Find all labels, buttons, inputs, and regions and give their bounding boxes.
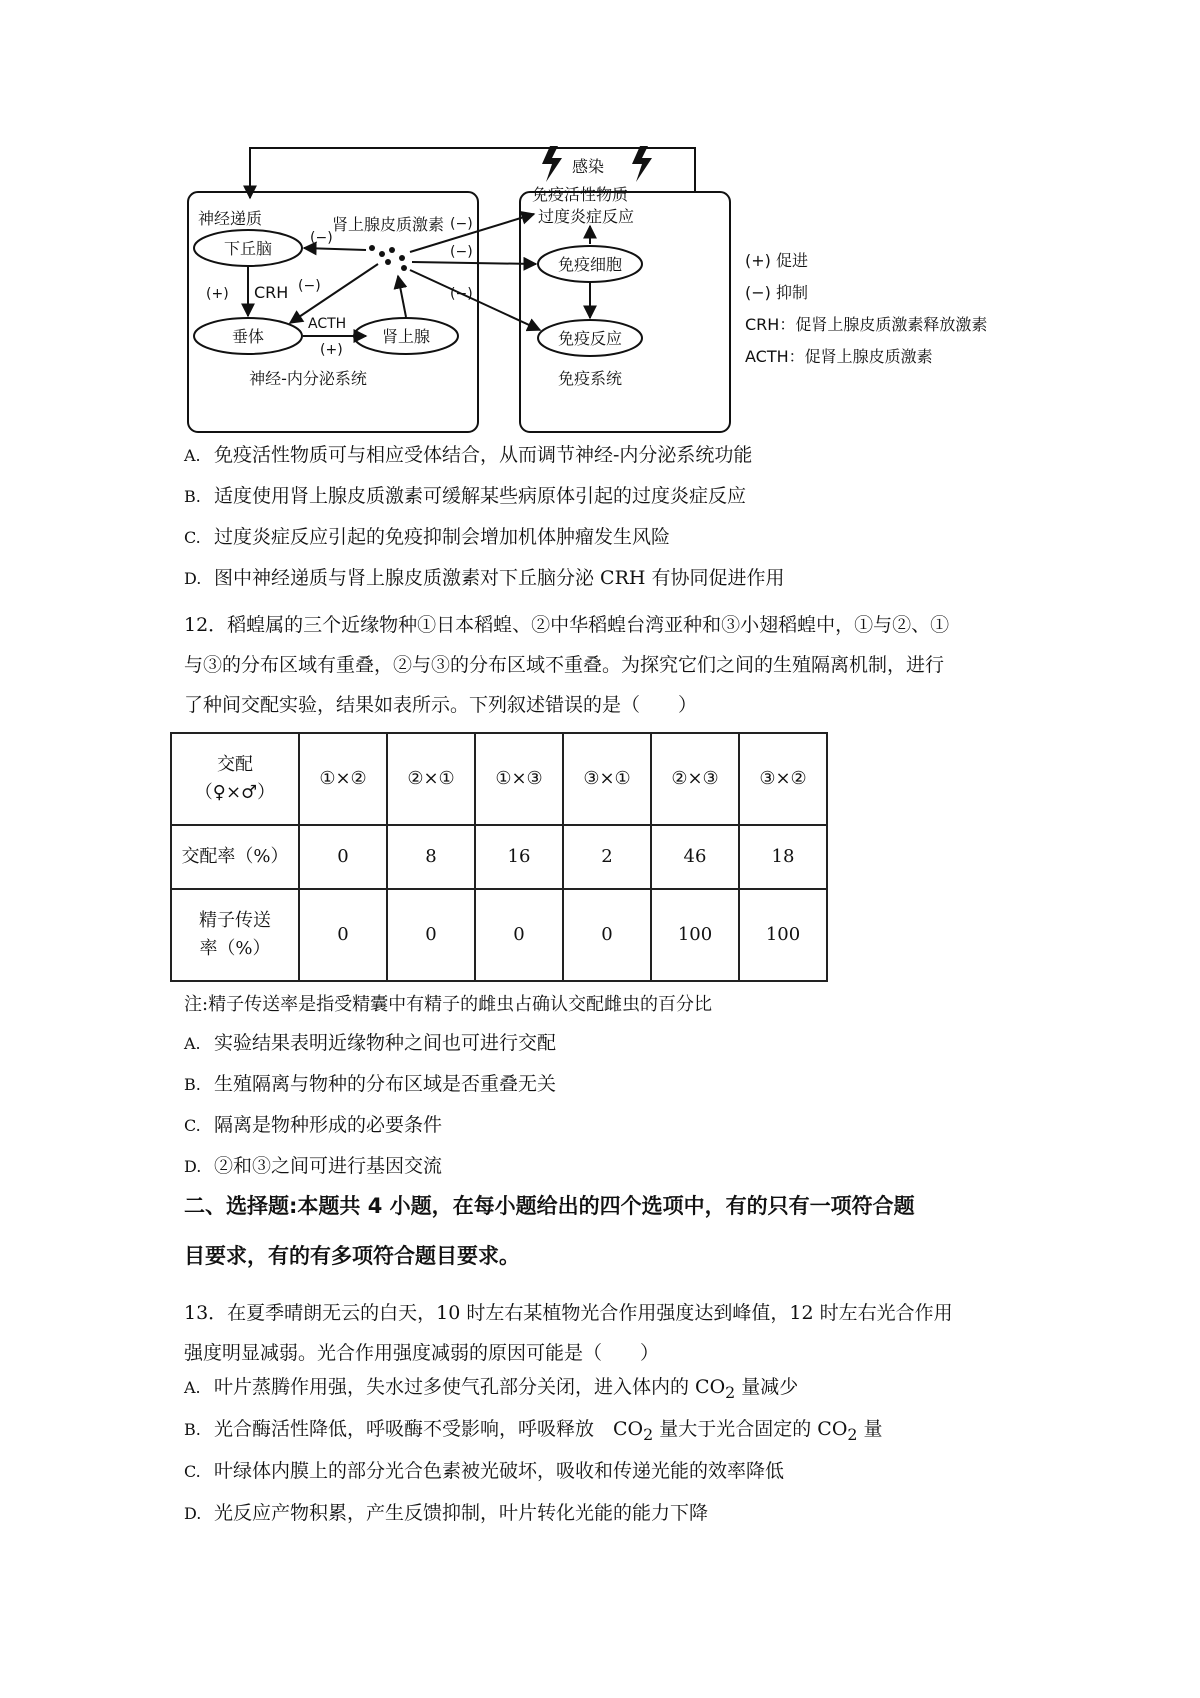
- q12-option-c: C. 隔离是物种形成的必要条件: [184, 1114, 443, 1136]
- q12-option-d: D. ②和③之间可进行基因交流: [184, 1155, 443, 1177]
- pituitary-label: 垂体: [231, 327, 265, 346]
- immune-system-label: 免疫系统: [557, 369, 623, 388]
- q13-option-b: B. 光合酶活性降低，呼吸酶不受影响，呼吸释放 $CO_2$ 量大于光合固定的 $CO_2$ 量: [184, 1418, 883, 1444]
- table-col-header: ②×①: [387, 733, 475, 825]
- inhibit-pituitary-label: (−): [298, 278, 321, 294]
- q12-option-b: B. 生殖隔离与物种的分布区域是否重叠无关: [184, 1073, 557, 1095]
- infection-label: 感染: [572, 157, 605, 176]
- adrenal-label: 肾上腺: [381, 327, 431, 346]
- table-cell: 0: [387, 889, 475, 981]
- q11-option-c: C. 过度炎症反应引起的免疫抑制会增加机体肿瘤发生风险: [184, 526, 671, 548]
- q12-line-2: 与③的分布区域有重叠，②与③的分布区域不重叠。为探究它们之间的生殖隔离机制，进行: [184, 654, 945, 676]
- mating-table: [170, 732, 828, 982]
- immune-system-box: [520, 192, 730, 432]
- q12-option-a: A. 实验结果表明近缘物种之间也可进行交配: [184, 1032, 557, 1054]
- immune-substance-label: 免疫活性物质: [532, 185, 629, 204]
- lightning-left-icon: [542, 146, 562, 182]
- q11-option-d: D. 图中神经递质与肾上腺皮质激素对下丘脑分泌 CRH 有协同促进作用: [184, 567, 785, 589]
- crh-label: CRH: [254, 283, 289, 302]
- immune-cells-label: 免疫细胞: [557, 255, 623, 274]
- q12-stem: [184, 605, 949, 725]
- q13-option-d: D. 光反应产物积累，产生反馈抑制，叶片转化光能的能力下降: [184, 1502, 709, 1524]
- section-2-heading: [184, 1184, 915, 1284]
- legend-acth: ACTH：促肾上腺皮质激素: [745, 347, 933, 366]
- table-col-header: ②×③: [651, 733, 739, 825]
- inhibit-response-label: (−): [450, 286, 473, 302]
- table-cell: 46: [651, 825, 739, 889]
- q11-option-a: A. 免疫活性物质可与相应受体结合，从而调节神经-内分泌系统功能: [184, 444, 753, 466]
- table-cell: 100: [651, 889, 739, 981]
- table-header-row: [171, 733, 827, 825]
- table-cell: 16: [475, 825, 563, 889]
- table-col-header: ①×③: [475, 733, 563, 825]
- acth-label: ACTH: [308, 316, 347, 332]
- table-cell: 0: [299, 889, 387, 981]
- q13-option-a: A. 叶片蒸腾作用强，失水过多使气孔部分关闭，进入体内的 $CO_2$ 量减少: [184, 1376, 799, 1402]
- q13-option-c: C. 叶绿体内膜上的部分光合色素被光破坏，吸收和传递光能的效率降低: [184, 1460, 785, 1482]
- table-row: [171, 889, 827, 981]
- q11-options: [184, 442, 785, 606]
- table-row: [171, 825, 827, 889]
- neurotransmitter-label: 神经递质: [198, 209, 263, 228]
- legend-inhibit: (−) 抑制: [745, 283, 808, 302]
- q13-stem: [184, 1293, 953, 1373]
- table-cell: 0: [563, 889, 651, 981]
- q12-options: [184, 1030, 556, 1194]
- table-row-label: 精子传送 率（%）: [171, 889, 299, 981]
- feedback-line: [250, 148, 695, 192]
- inhibit-cells-arrow: [412, 262, 536, 264]
- acth-plus-label: (+): [320, 342, 343, 358]
- immune-response-label: 免疫反应: [557, 329, 623, 348]
- table-col-header: ③×①: [563, 733, 651, 825]
- neuro-system-label: 神经-内分泌系统: [249, 369, 367, 388]
- inhibit-inflammation-label: (−): [450, 216, 473, 232]
- table-col-header: ③×②: [739, 733, 827, 825]
- table-cell: 100: [739, 889, 827, 981]
- legend-crh: CRH：促肾上腺皮质激素释放激素: [745, 315, 988, 334]
- section-2-line-1: 二、选择题:本题共 4 小题，在每小题给出的四个选项中，有的只有一项符合题: [184, 1194, 915, 1218]
- q11-option-b: B. 适度使用肾上腺皮质激素可缓解某些病原体引起的过度炎症反应: [184, 485, 747, 507]
- excess-inflammation-label: 过度炎症反应: [538, 207, 635, 226]
- q13-line-2: 强度明显减弱。光合作用强度减弱的原因可能是（ ）: [184, 1342, 660, 1364]
- lightning-right-icon: [632, 146, 652, 182]
- q12-line-1: 12．稻蝗属的三个近缘物种①日本稻蝗、②中华稻蝗台湾亚种和③小翅稻蝗中，①与②、①: [184, 614, 950, 636]
- inhibit-hypothalamus-label: (−): [310, 230, 333, 246]
- table-cell: 8: [387, 825, 475, 889]
- inhibit-hypothalamus-arrow: [304, 248, 366, 250]
- table-col-header: ①×②: [299, 733, 387, 825]
- q13-line-1: 13．在夏季晴朗无云的白天，10 时左右某植物光合作用强度达到峰值，12 时左右光合作用: [184, 1302, 953, 1324]
- q13-options: [184, 1374, 883, 1542]
- hypothalamus-label: 下丘脑: [223, 239, 273, 258]
- table-header-label: 交配 （♀×♂）: [171, 733, 299, 825]
- adrenal-to-hormone-arrow: [398, 276, 406, 317]
- section-2-line-2: 目要求，有的有多项符合题目要求。: [184, 1244, 520, 1268]
- table-cell: 0: [299, 825, 387, 889]
- diagram-legend: [745, 248, 987, 376]
- q12-line-3: 了种间交配实验，结果如表所示。下列叙述错误的是（ ）: [184, 694, 698, 716]
- table-cell: 2: [563, 825, 651, 889]
- table-note: 注:精子传送率是指受精囊中有精子的雌虫占确认交配雌虫的百分比: [184, 994, 713, 1015]
- legend-promote: (+) 促进: [745, 251, 808, 270]
- table-row-label: 交配率（%）: [171, 825, 299, 889]
- inhibit-cells-label: (−): [450, 244, 473, 260]
- table-cell: 18: [739, 825, 827, 889]
- crh-plus-label: (+): [206, 286, 229, 302]
- corticosteroid-label: 肾上腺皮质激素: [332, 215, 445, 234]
- table-cell: 0: [475, 889, 563, 981]
